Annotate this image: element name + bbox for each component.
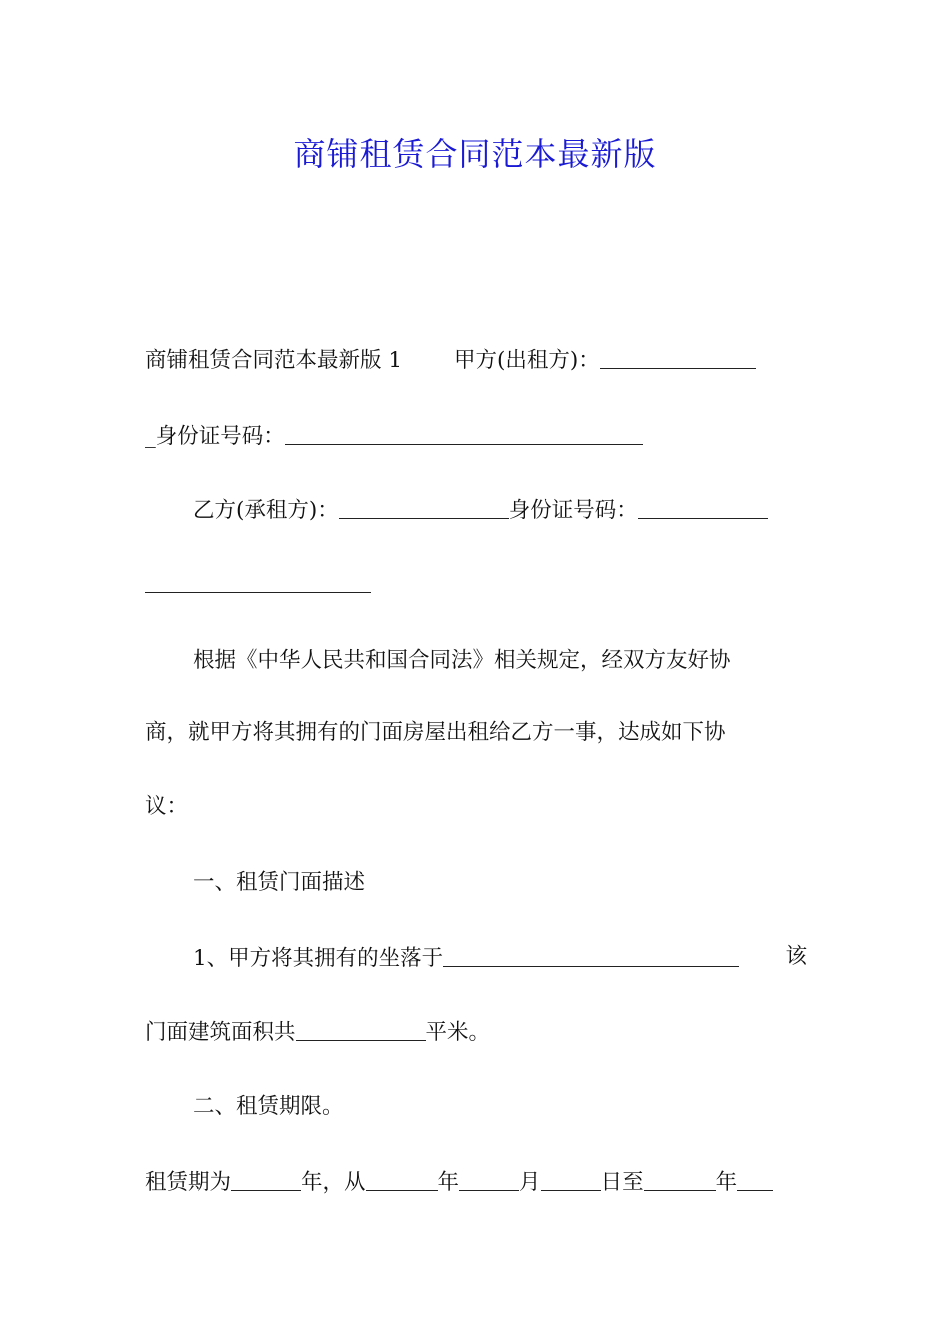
end-year-unit: 年 [715, 1170, 738, 1195]
preamble-line-3: 议： [145, 794, 189, 819]
section-1-heading: 一、租赁门面描述 [193, 870, 366, 895]
subtitle-text: 商铺租赁合同范本最新版 1 [145, 348, 403, 373]
start-year-unit: 年 [437, 1170, 460, 1195]
location-line [193, 942, 807, 974]
preamble-line-2: 商，就甲方将其拥有的门面房屋出租给乙方一事，达成如下协 [145, 720, 726, 745]
area-label: 门面建筑面积共 [145, 1020, 296, 1045]
section-2-heading: 二、租赁期限。 [193, 1094, 344, 1119]
party-a-id-label: _身份证号码： [145, 424, 285, 449]
party-b-label: 乙方(承租方)： [193, 498, 339, 523]
location-tail: 该 [785, 944, 807, 969]
location-label: 1、甲方将其拥有的坐落于 [193, 946, 444, 971]
area-blank [296, 1018, 426, 1041]
term-years-blank [231, 1168, 301, 1191]
party-b-id-blank [638, 496, 768, 519]
party-a-id-line [145, 420, 807, 452]
start-year-blank [366, 1168, 438, 1191]
start-day-unit: 日至 [600, 1170, 644, 1195]
preamble-line-1: 根据《中华人民共和国合同法》相关规定，经双方友好协 [193, 648, 731, 673]
area-line [145, 1016, 807, 1048]
party-b-id-blank-cont [145, 570, 371, 593]
term-line [145, 1166, 807, 1198]
party-a-line [145, 344, 807, 376]
end-month-blank [737, 1168, 773, 1191]
end-year-blank [644, 1168, 716, 1191]
party-b-id-label: 身份证号码： [508, 498, 638, 523]
start-month-blank [459, 1168, 519, 1191]
area-unit: 平米。 [425, 1020, 491, 1045]
location-blank [443, 944, 739, 967]
document-title: 商铺租赁合同范本最新版 [293, 135, 657, 173]
start-day-blank [541, 1168, 601, 1191]
start-month-unit: 月 [519, 1170, 541, 1195]
term-label: 租赁期为 [145, 1170, 232, 1195]
party-b-id-continuation [145, 568, 807, 600]
party-a-blank [600, 346, 756, 369]
term-from: 年，从 [301, 1170, 366, 1195]
party-b-blank [339, 496, 509, 519]
party-b-line [193, 494, 807, 526]
party-a-label: 甲方(出租方)： [454, 348, 600, 373]
party-a-id-blank [285, 422, 643, 445]
